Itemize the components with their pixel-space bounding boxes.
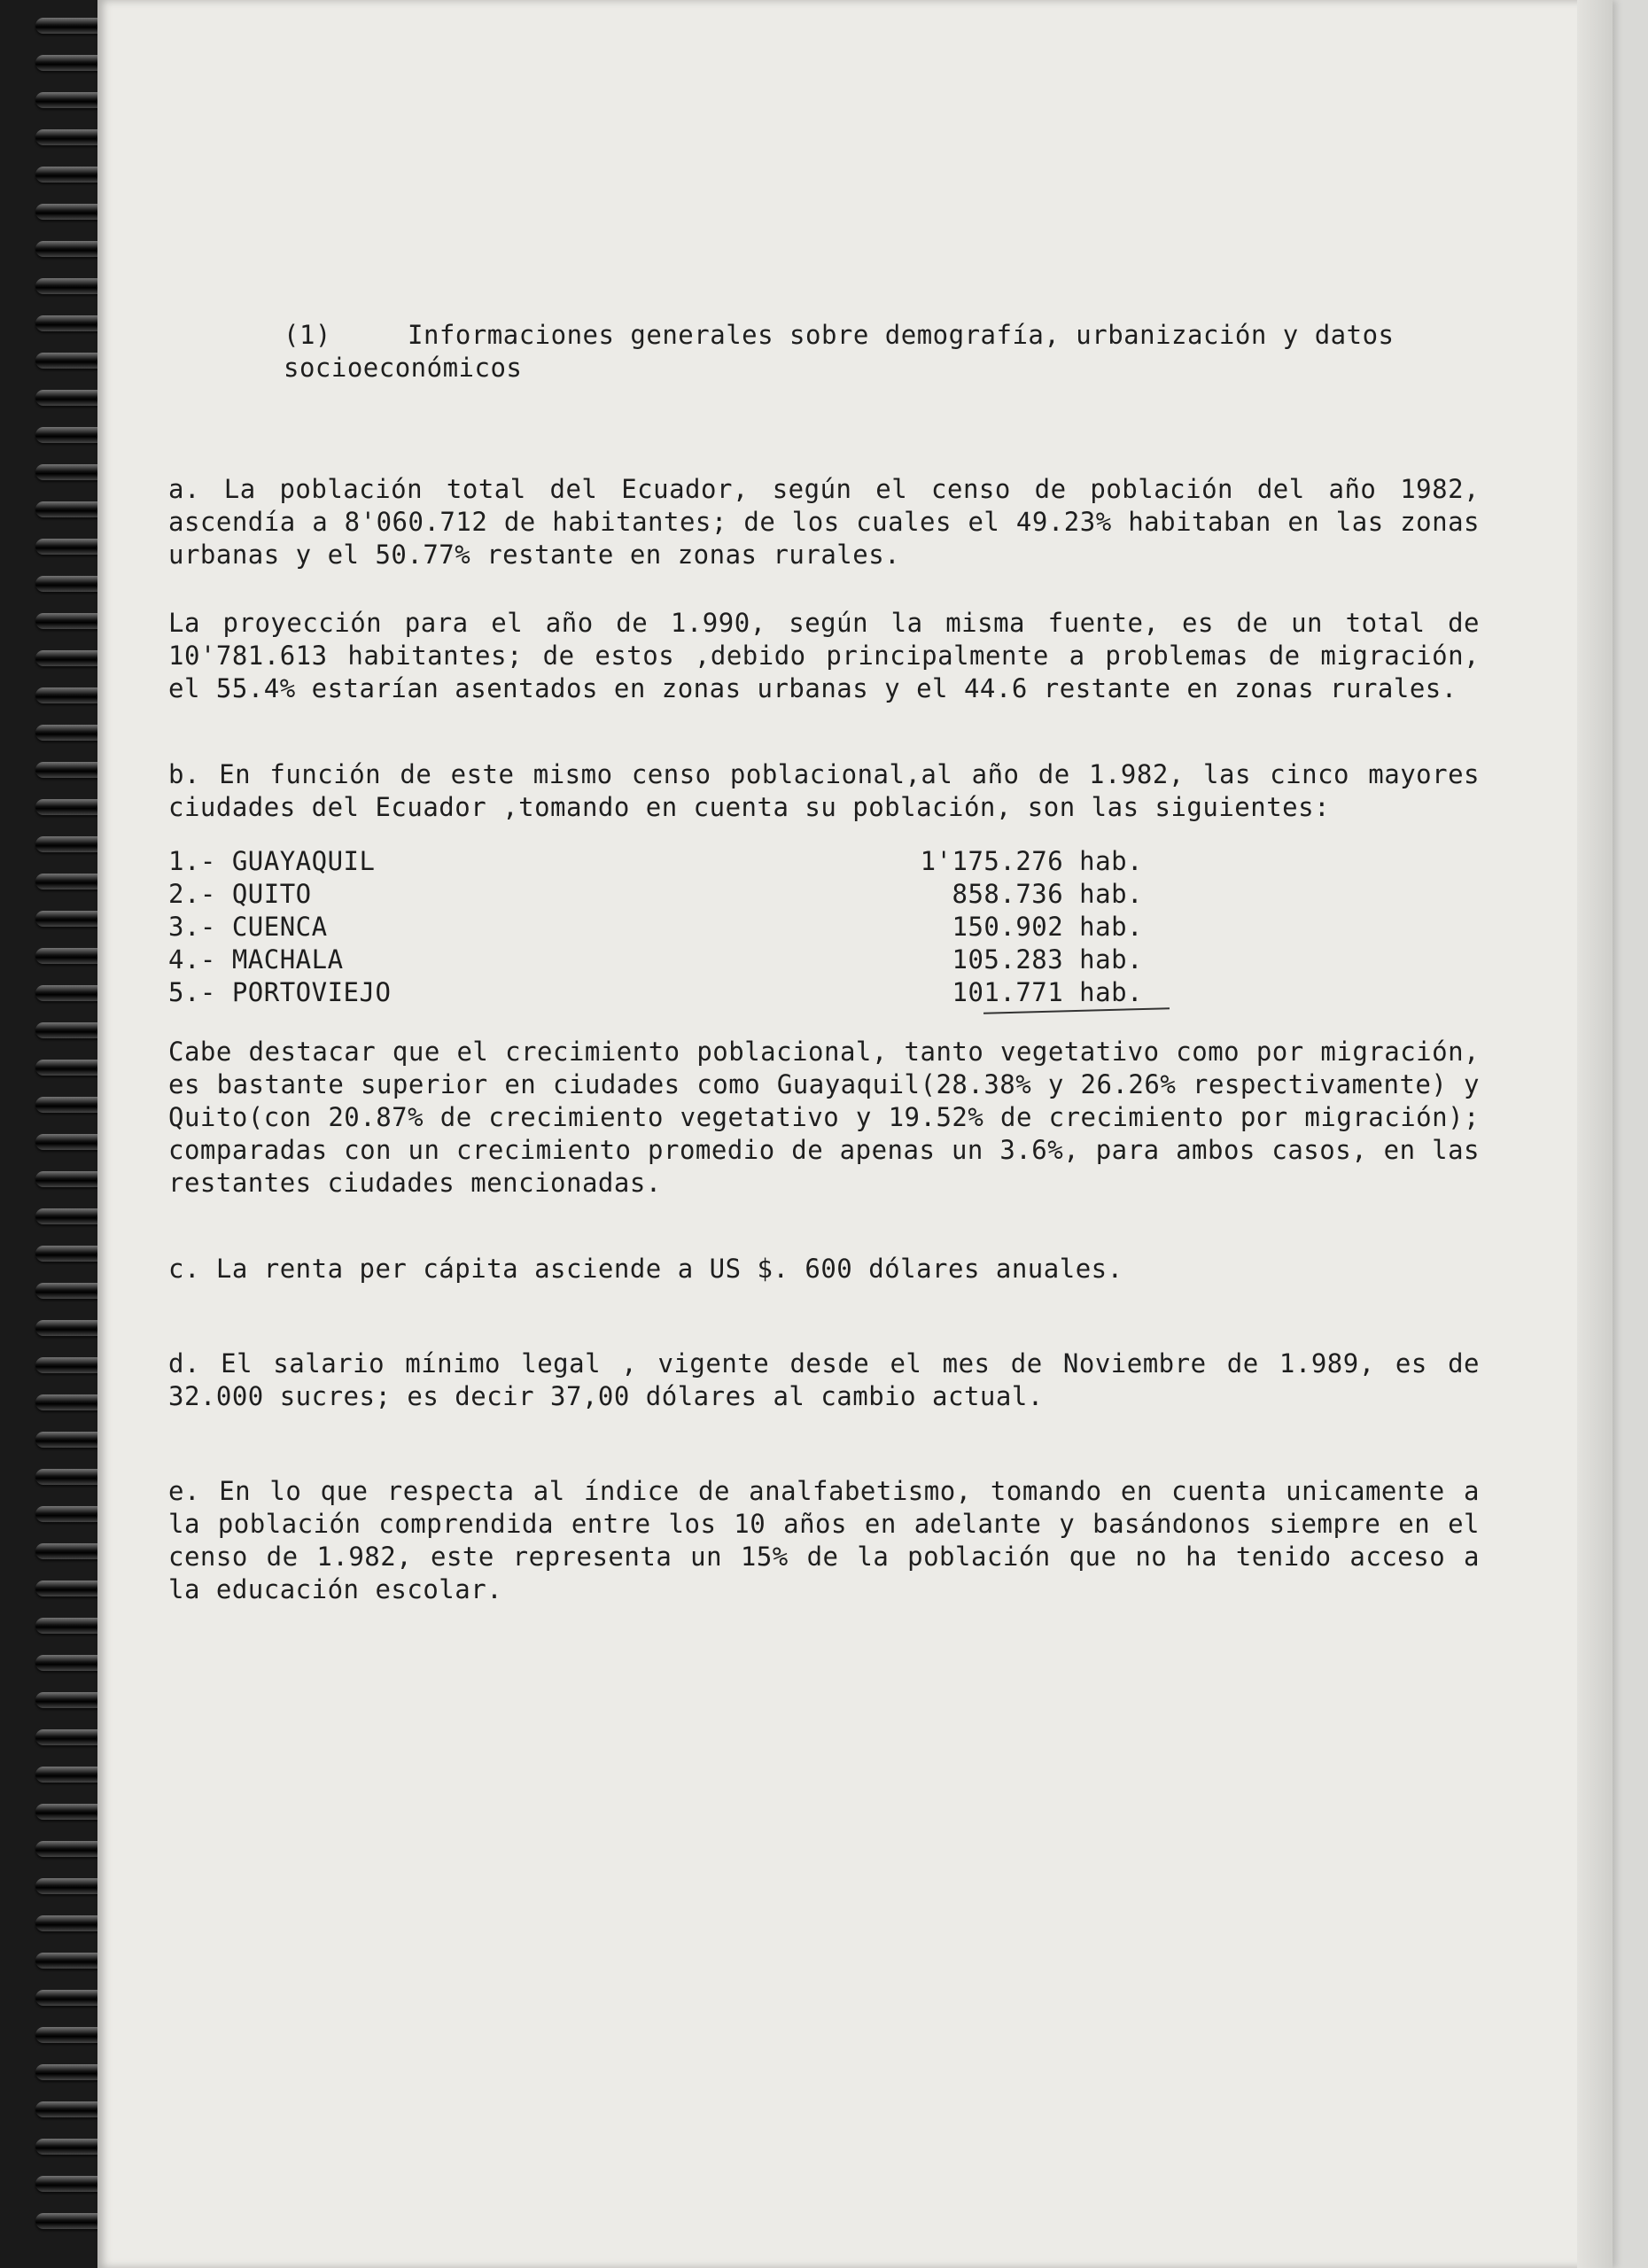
paragraph-b-note: Cabe destacar que el crecimiento poblacional, tanto vegetativo como por migración, es bastante superior en ciudades como Guayaquil(28.38% y 26.26% respectivamente) y Quito(con 20.87% de crecimiento vegetativo y 19.52% de crecimiento por migración); comparadas con un crecimiento promedio de apenas un 3.6%, para ambos casos, en las restantes ciudades mencionadas. [168, 1037, 1480, 1198]
paragraph-a-projection: La proyección para el año de 1.990, según la misma fuente, es de un total de 10'781.613 habitantes; de estos ,debido principalmente a problemas de migración, el 55.4% estarían asentados en zonas urbanas y el 44.6 restante en zonas rurales. [168, 608, 1480, 703]
city-name: 2.- QUITO [168, 879, 312, 909]
city-name: 3.- CUENCA [168, 912, 328, 942]
city-name: 4.- MACHALA [168, 944, 344, 975]
paragraph-b-intro: b. En función de este mismo censo poblacional,al año de 1.982, las cinco mayores ciudades del Ecuador ,tomando en cuenta su población, son las siguientes: [168, 759, 1480, 822]
city-population: 101.771 hab. [952, 977, 1143, 1007]
section-heading [284, 319, 1480, 384]
list-item [168, 911, 1143, 944]
section-b [168, 758, 1480, 1200]
heading-text: Informaciones generales sobre demografía, urbanización y datos socioeconómicos [284, 320, 1395, 383]
spiral-binding [0, 0, 106, 2268]
list-item [168, 845, 1143, 878]
paragraph-a-population: a. La población total del Ecuador, según el censo de población del año 1982, ascendía a 8'060.712 de habitantes; de los cuales el 49.23% habitaban en las zonas urbanas y el 50.77% restante en zonas rurales. [168, 474, 1480, 570]
list-item [168, 944, 1143, 976]
cities-list [168, 845, 1143, 1009]
page-edge [1577, 0, 1613, 2268]
paragraph-e-illiteracy: e. En lo que respecta al índice de analfabetismo, tomando en cuenta unicamente a la población comprendida entre los 10 años en adelante y basándonos siempre en el censo de 1.982, este representa un 15% de la población que no ha tenido acceso a la educación escolar. [168, 1476, 1480, 1604]
city-name: 1.- GUAYAQUIL [168, 846, 376, 876]
document-body [168, 319, 1480, 1642]
list-item [168, 878, 1143, 911]
city-population: 858.736 hab. [952, 879, 1143, 909]
city-name: 5.- PORTOVIEJO [168, 977, 392, 1007]
heading-number: (1) [284, 320, 331, 350]
city-population: 105.283 hab. [952, 944, 1143, 975]
section-a [168, 473, 1480, 705]
paragraph-d-salary: d. El salario mínimo legal , vigente desde el mes de Noviembre de 1.989, es de 32.000 sucres; es decir 37,00 dólares al cambio actual. [168, 1348, 1480, 1411]
list-item [168, 976, 1143, 1009]
paragraph-c-income: c. La renta per cápita asciende a US $. 600 dólares anuales. [168, 1254, 1123, 1284]
city-population: 150.902 hab. [952, 912, 1143, 942]
city-population: 1'175.276 hab. [920, 846, 1143, 876]
